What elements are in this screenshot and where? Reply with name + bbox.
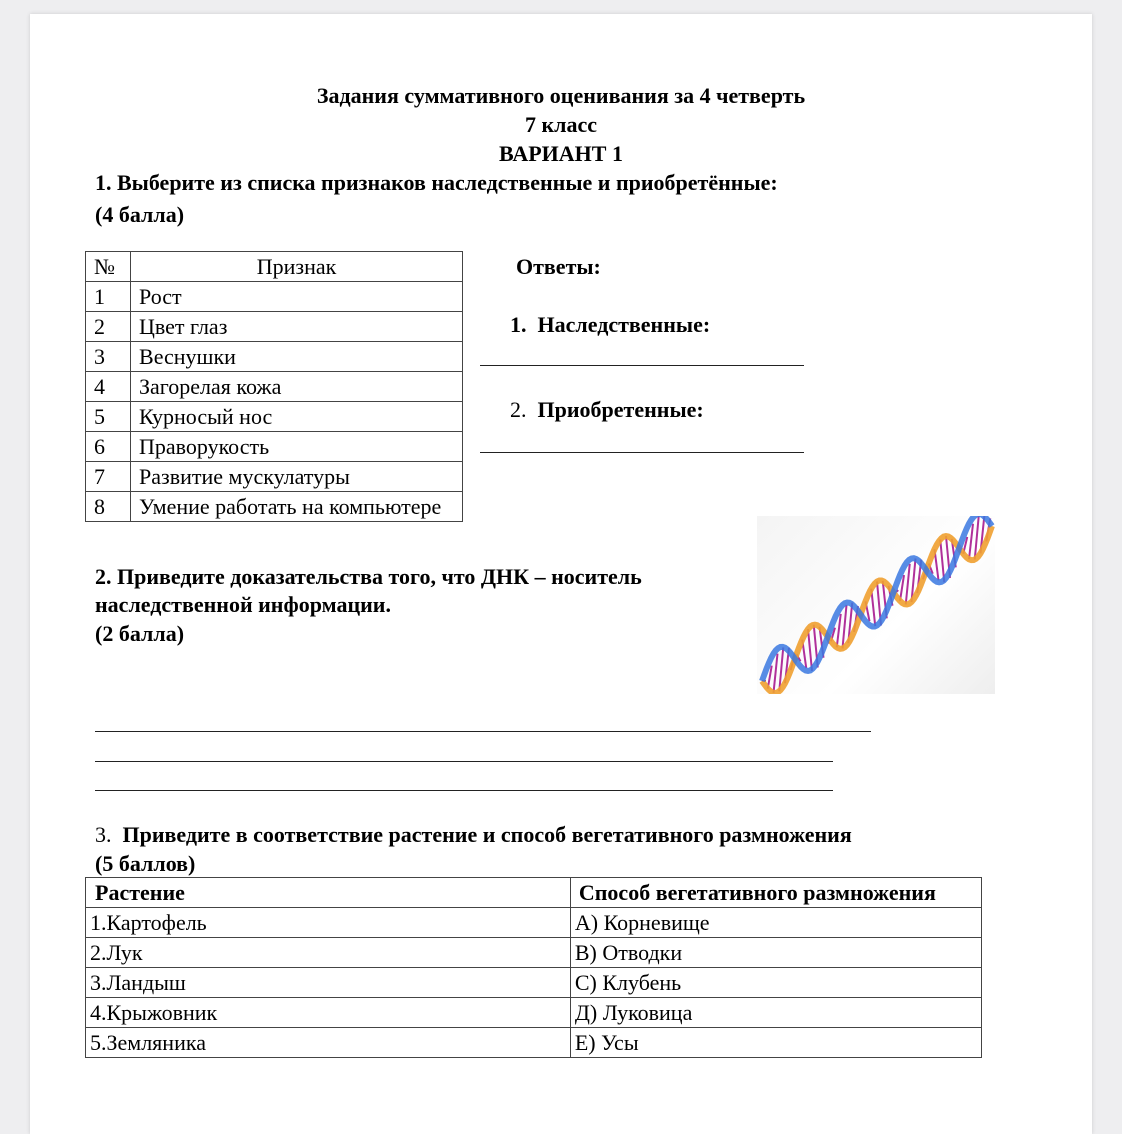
table-cell: Умение работать на компьютере (131, 492, 463, 522)
doc-title: Задания суммативного оценивания за 4 четверть (316, 83, 806, 108)
table-cell: 2 (86, 312, 131, 342)
table-cell: Е) Усы (570, 1028, 981, 1058)
dna-rung (774, 654, 778, 693)
label: Наследственные: (537, 312, 711, 337)
list-number: 2. (510, 397, 527, 422)
q1-points: (4 балла) (95, 202, 185, 227)
table-header-row (86, 878, 982, 908)
dna-image (757, 516, 995, 694)
table-cell: Загорелая кожа (131, 372, 463, 402)
doc-variant: ВАРИАНТ 1 (499, 141, 623, 166)
doc-grade: 7 класс (524, 112, 598, 137)
q2-text-line2: наследственной информации. (95, 592, 391, 617)
dna-rung (808, 629, 812, 671)
list-number: 1. (510, 312, 527, 337)
header-cell: № (86, 252, 131, 282)
table-row (86, 908, 982, 938)
answer-hereditary-label (510, 311, 710, 339)
table-row (86, 342, 463, 372)
table-cell: В) Отводки (570, 938, 981, 968)
header-cell: Способ вегетативного размножения (570, 878, 981, 908)
table-cell: Цвет глаз (131, 312, 463, 342)
table-cell: 8 (86, 492, 131, 522)
table-row (86, 432, 463, 462)
answer-line-acquired[interactable] (480, 452, 804, 453)
table-row (86, 968, 982, 998)
table-cell: 2.Лук (86, 938, 571, 968)
table-cell: 4.Крыжовник (86, 998, 571, 1028)
q3-points: (5 баллов) (95, 851, 196, 876)
q2-points: (2 балла) (95, 621, 185, 646)
table-cell: 4 (86, 372, 131, 402)
table-cell: С) Клубень (570, 968, 981, 998)
table-cell: Развитие мускулатуры (131, 462, 463, 492)
q2-text-line1: 2. Приведите доказательства того, что ДНК – носитель (95, 564, 642, 589)
table-cell: Рост (131, 282, 463, 312)
table-row (86, 492, 463, 522)
dna-rung (906, 564, 910, 605)
table-row (86, 372, 463, 402)
table-cell: А) Корневище (570, 908, 981, 938)
table-row (86, 402, 463, 432)
answer-line[interactable] (95, 761, 833, 762)
table-row (86, 462, 463, 492)
table-cell: 7 (86, 462, 131, 492)
table-row (86, 938, 982, 968)
table-cell: 6 (86, 432, 131, 462)
dna-rung (871, 589, 875, 627)
answer-acquired-label (510, 396, 704, 424)
table-cell: 1 (86, 282, 131, 312)
q3-label: Приведите в соответствие растение и способ вегетативного размножения (122, 822, 852, 847)
table-header-row (86, 252, 463, 282)
answers-title: Ответы: (516, 254, 601, 279)
q1-text: 1. Выберите из списка признаков наследственные и приобретённые: (95, 170, 778, 195)
table-cell: Веснушки (131, 342, 463, 372)
propagation-table (85, 877, 982, 1058)
header-cell: Признак (131, 252, 463, 282)
table-cell: 1.Картофель (86, 908, 571, 938)
answer-line[interactable] (95, 790, 833, 791)
header-cell: Растение (86, 878, 571, 908)
table-cell: 5.Земляника (86, 1028, 571, 1058)
label: Приобретенные: (537, 397, 704, 422)
answer-line[interactable] (95, 731, 871, 732)
table-cell: 5 (86, 402, 131, 432)
table-cell: Праворукость (131, 432, 463, 462)
traits-table (85, 251, 463, 522)
answer-line-hereditary[interactable] (480, 365, 804, 366)
table-cell: Курносый нос (131, 402, 463, 432)
table-cell: 3.Ландыш (86, 968, 571, 998)
table-row (86, 1028, 982, 1058)
table-cell: 3 (86, 342, 131, 372)
table-row (86, 282, 463, 312)
table-row (86, 998, 982, 1028)
dna-rung (940, 539, 944, 582)
q3-number: 3. (95, 822, 112, 847)
table-row (86, 312, 463, 342)
table-cell: Д) Луковица (570, 998, 981, 1028)
q3-text (95, 821, 852, 849)
